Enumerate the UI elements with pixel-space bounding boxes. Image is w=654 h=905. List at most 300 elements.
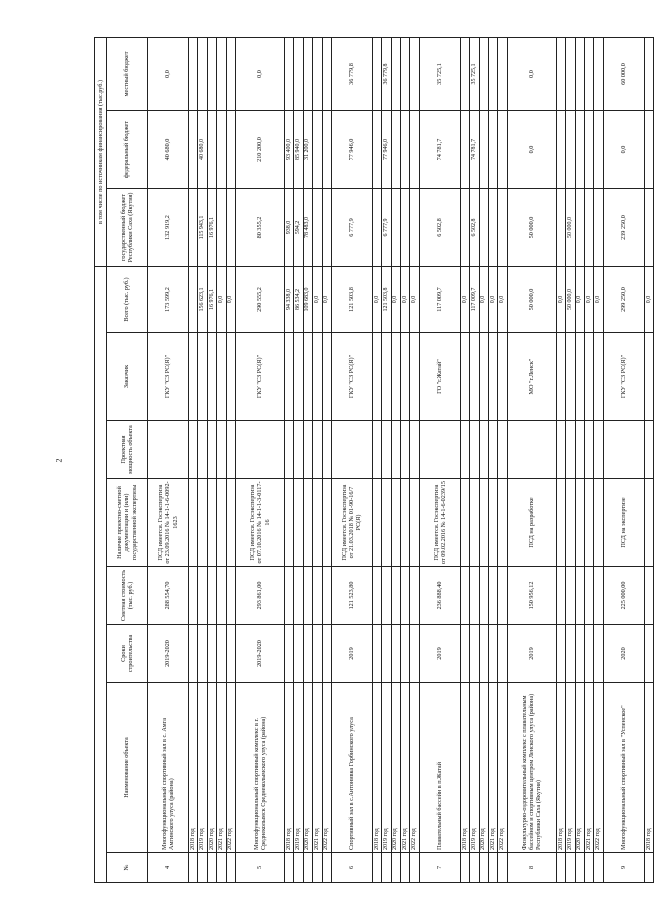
year-local-budget xyxy=(294,37,303,110)
year-blank xyxy=(401,625,410,683)
year-local-budget xyxy=(644,37,653,110)
year-row xyxy=(303,37,312,882)
year-blank xyxy=(584,625,593,683)
header-cost: Сметная стоимость (тыс. руб.) xyxy=(107,567,148,625)
year-blank xyxy=(410,333,419,421)
year-label: 2022 год xyxy=(594,683,603,853)
year-label: 2018 год xyxy=(556,683,565,853)
year-blank xyxy=(303,479,312,567)
object-num: 4 xyxy=(148,853,189,883)
object-state-budget: 50 000,0 xyxy=(507,189,556,267)
year-state-budget: 938,0 xyxy=(284,189,293,267)
year-blank xyxy=(303,333,312,421)
header-term: Сроки строительства xyxy=(107,625,148,683)
year-blank xyxy=(584,421,593,479)
year-state-budget: 78 483,0 xyxy=(303,189,312,267)
year-num xyxy=(460,853,469,883)
year-blank xyxy=(303,421,312,479)
year-state-budget: 16 976,1 xyxy=(207,189,216,267)
year-row xyxy=(460,37,469,882)
year-blank xyxy=(489,625,498,683)
year-federal-budget xyxy=(207,111,216,189)
year-row xyxy=(575,37,584,882)
year-label: 2021 год xyxy=(313,683,322,853)
year-label: 2019 год xyxy=(566,683,575,853)
year-blank xyxy=(460,479,469,567)
year-label: 2020 год xyxy=(391,683,400,853)
year-total: 0,0 xyxy=(322,267,331,333)
year-row xyxy=(470,37,479,882)
object-state-budget: 6 777,9 xyxy=(331,189,372,267)
year-blank xyxy=(391,333,400,421)
year-state-budget xyxy=(401,189,410,267)
object-capacity xyxy=(603,421,644,479)
year-row xyxy=(207,37,216,882)
year-state-budget xyxy=(594,189,603,267)
year-blank xyxy=(644,567,653,625)
year-state-budget xyxy=(189,189,198,267)
year-federal-budget xyxy=(322,111,331,189)
object-local-budget: 36 779,8 xyxy=(331,37,372,110)
object-row xyxy=(148,37,189,882)
year-blank xyxy=(189,479,198,567)
year-row xyxy=(313,37,322,882)
year-federal-budget xyxy=(372,111,381,189)
object-total: 173 599,2 xyxy=(148,267,189,333)
year-num xyxy=(470,853,479,883)
year-label: 2019 год xyxy=(294,683,303,853)
object-local-budget: 35 725,1 xyxy=(419,37,460,110)
object-local-budget: 0,0 xyxy=(507,37,556,110)
year-total: 94 338,0 xyxy=(284,267,293,333)
year-local-budget: 35 725,1 xyxy=(470,37,479,110)
object-row xyxy=(603,37,644,882)
year-blank xyxy=(401,421,410,479)
year-blank xyxy=(207,625,216,683)
year-num xyxy=(391,853,400,883)
object-name: Многофункциональный спортивный комплекс в г. Среднеколымск Среднеколымского улуса (района) xyxy=(235,683,284,853)
object-total: 121 503,8 xyxy=(331,267,372,333)
year-blank xyxy=(575,567,584,625)
year-total: 86 534,2 xyxy=(294,267,303,333)
year-row xyxy=(498,37,507,882)
year-blank xyxy=(198,479,207,567)
year-state-budget xyxy=(391,189,400,267)
year-blank xyxy=(372,421,381,479)
year-federal-budget: 31 200,0 xyxy=(303,111,312,189)
object-local-budget: 60 000,0 xyxy=(603,37,644,110)
object-customer: ГКУ "СЗ РС(Я)" xyxy=(148,333,189,421)
year-local-budget xyxy=(566,37,575,110)
year-blank xyxy=(479,333,488,421)
year-blank xyxy=(303,567,312,625)
year-row xyxy=(410,37,419,882)
year-blank xyxy=(556,479,565,567)
year-state-budget xyxy=(410,189,419,267)
year-federal-budget: 40 680,0 xyxy=(198,111,207,189)
year-blank xyxy=(382,333,391,421)
year-label: 2018 год xyxy=(644,683,653,853)
year-total: 0,0 xyxy=(460,267,469,333)
year-num xyxy=(217,853,226,883)
year-blank xyxy=(644,421,653,479)
year-blank xyxy=(644,333,653,421)
object-term: 2020 xyxy=(603,625,644,683)
year-blank xyxy=(479,625,488,683)
year-local-budget xyxy=(372,37,381,110)
year-blank xyxy=(226,333,235,421)
year-total xyxy=(189,267,198,333)
year-blank xyxy=(594,421,603,479)
year-num xyxy=(498,853,507,883)
year-blank xyxy=(584,333,593,421)
year-label: 2021 год xyxy=(401,683,410,853)
year-total: 156 623,1 xyxy=(198,267,207,333)
year-blank xyxy=(313,567,322,625)
year-blank xyxy=(294,421,303,479)
year-federal-budget xyxy=(575,111,584,189)
year-local-budget xyxy=(556,37,565,110)
year-blank xyxy=(470,479,479,567)
object-federal-budget: 74 781,7 xyxy=(419,111,460,189)
year-local-budget xyxy=(217,37,226,110)
year-blank xyxy=(489,567,498,625)
object-customer: ГКУ "СЗ РС(Я)" xyxy=(235,333,284,421)
year-total: 109 683,0 xyxy=(303,267,312,333)
year-row xyxy=(294,37,303,882)
year-local-budget xyxy=(284,37,293,110)
year-blank xyxy=(566,625,575,683)
year-total: 0,0 xyxy=(226,267,235,333)
year-num xyxy=(556,853,565,883)
year-local-budget xyxy=(391,37,400,110)
year-num xyxy=(489,853,498,883)
year-federal-budget xyxy=(479,111,488,189)
year-local-budget xyxy=(313,37,322,110)
object-num: 7 xyxy=(419,853,460,883)
year-blank xyxy=(575,333,584,421)
year-num xyxy=(479,853,488,883)
year-label: 2019 год xyxy=(198,683,207,853)
year-blank xyxy=(382,479,391,567)
year-label: 2021 год xyxy=(217,683,226,853)
year-local-budget: 36 779,8 xyxy=(382,37,391,110)
year-blank xyxy=(284,333,293,421)
year-num xyxy=(584,853,593,883)
year-blank xyxy=(207,479,216,567)
year-local-budget xyxy=(575,37,584,110)
year-local-budget xyxy=(584,37,593,110)
year-blank xyxy=(460,421,469,479)
year-label: 2022 год xyxy=(410,683,419,853)
object-cost: 121 523,80 xyxy=(331,567,372,625)
object-customer: ГКУ "СЗ РС(Я)" xyxy=(603,333,644,421)
year-total: 0,0 xyxy=(410,267,419,333)
object-term: 2019 xyxy=(331,625,372,683)
year-num xyxy=(198,853,207,883)
object-num: 6 xyxy=(331,853,372,883)
header-local-budget: местный бюджет xyxy=(107,37,148,110)
year-blank xyxy=(372,567,381,625)
year-local-budget xyxy=(594,37,603,110)
year-total: 0,0 xyxy=(644,267,653,333)
year-blank xyxy=(498,625,507,683)
year-federal-budget: 85 940,0 xyxy=(294,111,303,189)
year-state-budget xyxy=(479,189,488,267)
year-total: 0,0 xyxy=(372,267,381,333)
year-blank xyxy=(391,479,400,567)
year-row xyxy=(382,37,391,882)
object-psd: ПСД имеется. Госэкспертиза от 23.09.2016 № 14-1-1-6-0092-1623 xyxy=(148,479,189,567)
object-cost: 150 956,12 xyxy=(507,567,556,625)
year-local-budget xyxy=(489,37,498,110)
year-num xyxy=(566,853,575,883)
object-num: 8 xyxy=(507,853,556,883)
year-blank xyxy=(189,567,198,625)
year-blank xyxy=(217,625,226,683)
year-blank xyxy=(372,333,381,421)
year-blank xyxy=(226,567,235,625)
year-blank xyxy=(644,479,653,567)
object-total: 299 250,0 xyxy=(603,267,644,333)
year-num xyxy=(313,853,322,883)
year-num xyxy=(644,853,653,883)
object-name: Физкультурно-оздоровительный комплекс с плавательным бассейном и спортивным центром Ленского улуса (района) Республики Саха (Якутия) xyxy=(507,683,556,853)
year-total: 0,0 xyxy=(217,267,226,333)
year-blank xyxy=(410,625,419,683)
object-total: 117 009,7 xyxy=(419,267,460,333)
year-state-budget xyxy=(489,189,498,267)
year-label: 2020 год xyxy=(303,683,312,853)
year-total: 0,0 xyxy=(479,267,488,333)
year-blank xyxy=(566,333,575,421)
object-local-budget: 0,0 xyxy=(235,37,284,110)
year-state-budget: 594,2 xyxy=(294,189,303,267)
construction-objects-table xyxy=(94,37,654,883)
year-blank xyxy=(284,625,293,683)
object-row xyxy=(235,37,284,882)
year-blank xyxy=(284,421,293,479)
year-label: 2018 год xyxy=(284,683,293,853)
year-federal-budget xyxy=(217,111,226,189)
year-state-budget: 115 943,1 xyxy=(198,189,207,267)
year-blank xyxy=(575,421,584,479)
header-customer: Заказчик xyxy=(107,333,148,421)
year-federal-budget xyxy=(189,111,198,189)
year-blank xyxy=(470,421,479,479)
year-total: 117 009,7 xyxy=(470,267,479,333)
year-local-budget xyxy=(322,37,331,110)
year-blank xyxy=(303,625,312,683)
year-row xyxy=(556,37,565,882)
year-num xyxy=(294,853,303,883)
object-name: Многофункциональный спортивный зал в "Успенское" xyxy=(603,683,644,853)
year-blank xyxy=(198,567,207,625)
object-customer: ГКУ "СЗ РС(Я)" xyxy=(331,333,372,421)
year-blank xyxy=(313,421,322,479)
object-total: 290 555,2 xyxy=(235,267,284,333)
year-blank xyxy=(217,567,226,625)
year-blank xyxy=(322,567,331,625)
table-body xyxy=(148,37,654,882)
year-state-budget xyxy=(460,189,469,267)
year-blank xyxy=(410,567,419,625)
year-state-budget: 50 000,0 xyxy=(566,189,575,267)
object-cost: 225 000,00 xyxy=(603,567,644,625)
year-blank xyxy=(594,625,603,683)
year-blank xyxy=(584,479,593,567)
year-row xyxy=(401,37,410,882)
year-blank xyxy=(401,567,410,625)
year-state-budget xyxy=(498,189,507,267)
object-name: Многофункциональный спортивный зал в с. Амга Амгинского улуса (района) xyxy=(148,683,189,853)
year-federal-budget: 77 946,0 xyxy=(382,111,391,189)
year-blank xyxy=(498,479,507,567)
year-label: 2018 год xyxy=(189,683,198,853)
year-blank xyxy=(489,421,498,479)
year-blank xyxy=(566,479,575,567)
year-blank xyxy=(498,421,507,479)
year-state-budget xyxy=(575,189,584,267)
year-row xyxy=(372,37,381,882)
object-num: 5 xyxy=(235,853,284,883)
year-total: 0,0 xyxy=(575,267,584,333)
object-cost: 288 554,70 xyxy=(148,567,189,625)
year-blank xyxy=(498,567,507,625)
object-psd: ПСД имеется. Госэкспертиза от 09.02.2016 № 14-1-6-0239/15 xyxy=(419,479,460,567)
object-psd: ПСД на разработке xyxy=(507,479,556,567)
year-blank xyxy=(594,333,603,421)
year-total: 121 503,8 xyxy=(382,267,391,333)
year-row xyxy=(198,37,207,882)
year-total: 0,0 xyxy=(498,267,507,333)
year-row xyxy=(217,37,226,882)
year-blank xyxy=(460,567,469,625)
year-blank xyxy=(198,625,207,683)
year-local-budget xyxy=(498,37,507,110)
year-total: 0,0 xyxy=(391,267,400,333)
year-blank xyxy=(189,625,198,683)
year-blank xyxy=(401,333,410,421)
year-blank xyxy=(294,333,303,421)
year-blank xyxy=(322,421,331,479)
year-blank xyxy=(284,567,293,625)
year-num xyxy=(575,853,584,883)
object-term: 2019 xyxy=(419,625,460,683)
year-blank xyxy=(566,421,575,479)
year-label: 2022 год xyxy=(498,683,507,853)
year-label: 2021 год xyxy=(489,683,498,853)
year-blank xyxy=(322,333,331,421)
year-total: 0,0 xyxy=(594,267,603,333)
header-state-budget: государственный бюджет Республики Саха (Якутия) xyxy=(107,189,148,267)
object-state-budget: 132 919,2 xyxy=(148,189,189,267)
year-total: 0,0 xyxy=(489,267,498,333)
year-num xyxy=(303,853,312,883)
year-federal-budget xyxy=(489,111,498,189)
year-federal-budget xyxy=(584,111,593,189)
year-blank xyxy=(217,479,226,567)
year-federal-budget xyxy=(594,111,603,189)
year-blank xyxy=(479,479,488,567)
year-state-budget xyxy=(372,189,381,267)
object-local-budget: 0,0 xyxy=(148,37,189,110)
object-num: 9 xyxy=(603,853,644,883)
year-federal-budget xyxy=(410,111,419,189)
year-blank xyxy=(410,421,419,479)
year-num xyxy=(284,853,293,883)
header-num: № xyxy=(107,853,148,883)
sources-band-header: в том числе по источникам финансирования (тыс.руб.) xyxy=(95,37,107,266)
year-num xyxy=(207,853,216,883)
year-row xyxy=(566,37,575,882)
year-blank xyxy=(470,567,479,625)
object-row xyxy=(507,37,556,882)
year-local-budget xyxy=(303,37,312,110)
year-blank xyxy=(226,421,235,479)
year-blank xyxy=(575,625,584,683)
object-state-budget: 80 355,2 xyxy=(235,189,284,267)
year-state-budget xyxy=(217,189,226,267)
object-psd: ПСД имеется. Госэкспертиза от 21.03.2018 № 01-90-16/7 РС(Я) xyxy=(331,479,372,567)
year-num xyxy=(410,853,419,883)
year-blank xyxy=(391,567,400,625)
year-blank xyxy=(489,479,498,567)
object-capacity xyxy=(331,421,372,479)
year-federal-budget xyxy=(556,111,565,189)
year-row xyxy=(284,37,293,882)
year-label: 2018 год xyxy=(460,683,469,853)
year-blank xyxy=(575,479,584,567)
year-blank xyxy=(284,479,293,567)
year-num xyxy=(594,853,603,883)
object-capacity xyxy=(235,421,284,479)
year-blank xyxy=(198,421,207,479)
year-total: 0,0 xyxy=(401,267,410,333)
year-row xyxy=(226,37,235,882)
year-local-budget xyxy=(479,37,488,110)
year-total: 0,0 xyxy=(584,267,593,333)
year-total: 16 976,1 xyxy=(207,267,216,333)
year-num xyxy=(226,853,235,883)
year-federal-budget xyxy=(498,111,507,189)
year-blank xyxy=(460,333,469,421)
year-blank xyxy=(470,333,479,421)
year-blank xyxy=(294,567,303,625)
year-blank xyxy=(217,333,226,421)
year-blank xyxy=(382,567,391,625)
year-federal-budget xyxy=(401,111,410,189)
header-federal-budget: федеральный бюджет xyxy=(107,111,148,189)
object-psd: ПСД на экспертизе xyxy=(603,479,644,567)
year-label: 2020 год xyxy=(479,683,488,853)
object-state-budget: 239 250,0 xyxy=(603,189,644,267)
year-blank xyxy=(498,333,507,421)
year-blank xyxy=(313,625,322,683)
year-local-budget xyxy=(226,37,235,110)
year-federal-budget xyxy=(460,111,469,189)
object-term: 2019-2020 xyxy=(148,625,189,683)
year-blank xyxy=(372,479,381,567)
year-federal-budget xyxy=(313,111,322,189)
year-num xyxy=(189,853,198,883)
year-state-budget xyxy=(644,189,653,267)
year-state-budget xyxy=(313,189,322,267)
year-blank xyxy=(556,625,565,683)
year-blank xyxy=(189,333,198,421)
object-cost: 293 861,00 xyxy=(235,567,284,625)
year-federal-budget: 74 781,7 xyxy=(470,111,479,189)
